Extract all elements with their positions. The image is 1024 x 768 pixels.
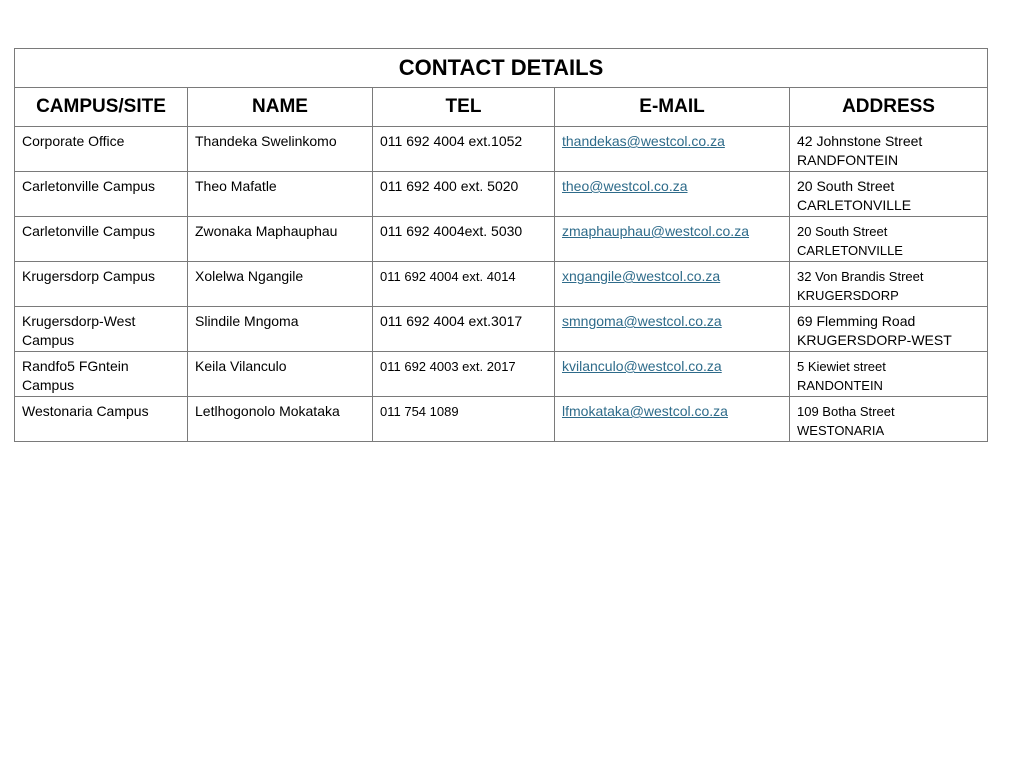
table-row — [15, 352, 988, 397]
name-cell: Xolelwa Ngangile — [188, 262, 373, 307]
email-link[interactable]: zmaphauphau@westcol.co.za — [562, 223, 749, 239]
address-cell — [790, 397, 988, 442]
header-row — [15, 88, 988, 127]
campus-cell: Westonaria Campus — [15, 397, 188, 442]
email-cell — [555, 172, 790, 217]
address-line: CARLETONVILLE — [797, 197, 912, 213]
address-line: WESTONARIA — [797, 423, 885, 438]
header-campus-site: CAMPUS/SITE — [15, 88, 188, 127]
address-cell — [790, 217, 988, 262]
name-cell: Letlhogonolo Mokataka — [188, 397, 373, 442]
name-cell: Keila Vilanculo — [188, 352, 373, 397]
tel-cell: 011 692 4004 ext.3017 — [373, 307, 555, 352]
email-cell — [555, 262, 790, 307]
email-link[interactable]: xngangile@westcol.co.za — [562, 268, 721, 284]
address-cell — [790, 307, 988, 352]
tel-cell: 011 692 4004 ext.1052 — [373, 127, 555, 172]
address-line: 20 South Street — [797, 178, 895, 194]
name-cell: Theo Mafatle — [188, 172, 373, 217]
address-line: 69 Flemming Road — [797, 313, 916, 329]
address-cell — [790, 352, 988, 397]
address-line: 20 South Street — [797, 224, 888, 239]
header-tel: TEL — [373, 88, 555, 127]
address-line: RANDFONTEIN — [797, 152, 899, 168]
title-row — [15, 49, 988, 88]
email-cell — [555, 127, 790, 172]
address-line: KRUGERSDORP — [797, 288, 899, 303]
campus-cell: Carletonville Campus — [15, 217, 188, 262]
address-cell — [790, 262, 988, 307]
name-cell: Zwonaka Maphauphau — [188, 217, 373, 262]
campus-cell: Carletonville Campus — [15, 172, 188, 217]
email-link[interactable]: theo@westcol.co.za — [562, 178, 688, 194]
address-line: CARLETONVILLE — [797, 243, 903, 258]
tel-cell: 011 754 1089 — [373, 397, 555, 442]
email-cell — [555, 217, 790, 262]
tel-cell: 011 692 400 ext. 5020 — [373, 172, 555, 217]
email-link[interactable]: lfmokataka@westcol.co.za — [562, 403, 728, 419]
address-line: 32 Von Brandis Street — [797, 269, 924, 284]
contact-details-table — [14, 48, 988, 442]
table-row — [15, 307, 988, 352]
email-cell — [555, 352, 790, 397]
tel-cell: 011 692 4003 ext. 2017 — [373, 352, 555, 397]
table-row — [15, 127, 988, 172]
table-row — [15, 397, 988, 442]
table-row — [15, 217, 988, 262]
name-cell: Thandeka Swelinkomo — [188, 127, 373, 172]
campus-cell: Randfo5 FGntein Campus — [15, 352, 188, 397]
email-link[interactable]: thandekas@westcol.co.za — [562, 133, 725, 149]
campus-cell: Krugersdorp-West Campus — [15, 307, 188, 352]
address-line: 42 Johnstone Street — [797, 133, 923, 149]
email-link[interactable]: smngoma@westcol.co.za — [562, 313, 722, 329]
address-cell — [790, 127, 988, 172]
header-address: ADDRESS — [790, 88, 988, 127]
address-cell — [790, 172, 988, 217]
email-cell — [555, 397, 790, 442]
address-line: RANDONTEIN — [797, 378, 883, 393]
header-email: E-MAIL — [555, 88, 790, 127]
header-name: NAME — [188, 88, 373, 127]
tel-cell: 011 692 4004ext. 5030 — [373, 217, 555, 262]
table-row — [15, 172, 988, 217]
table-title: CONTACT DETAILS — [15, 49, 988, 88]
tel-cell: 011 692 4004 ext. 4014 — [373, 262, 555, 307]
name-cell: Slindile Mngoma — [188, 307, 373, 352]
table-row — [15, 262, 988, 307]
email-link[interactable]: kvilanculo@westcol.co.za — [562, 358, 722, 374]
address-line: 5 Kiewiet street — [797, 359, 886, 374]
address-line: 109 Botha Street — [797, 404, 895, 419]
email-cell — [555, 307, 790, 352]
campus-cell: Krugersdorp Campus — [15, 262, 188, 307]
campus-cell: Corporate Office — [15, 127, 188, 172]
address-line: KRUGERSDORP-WEST — [797, 332, 952, 348]
